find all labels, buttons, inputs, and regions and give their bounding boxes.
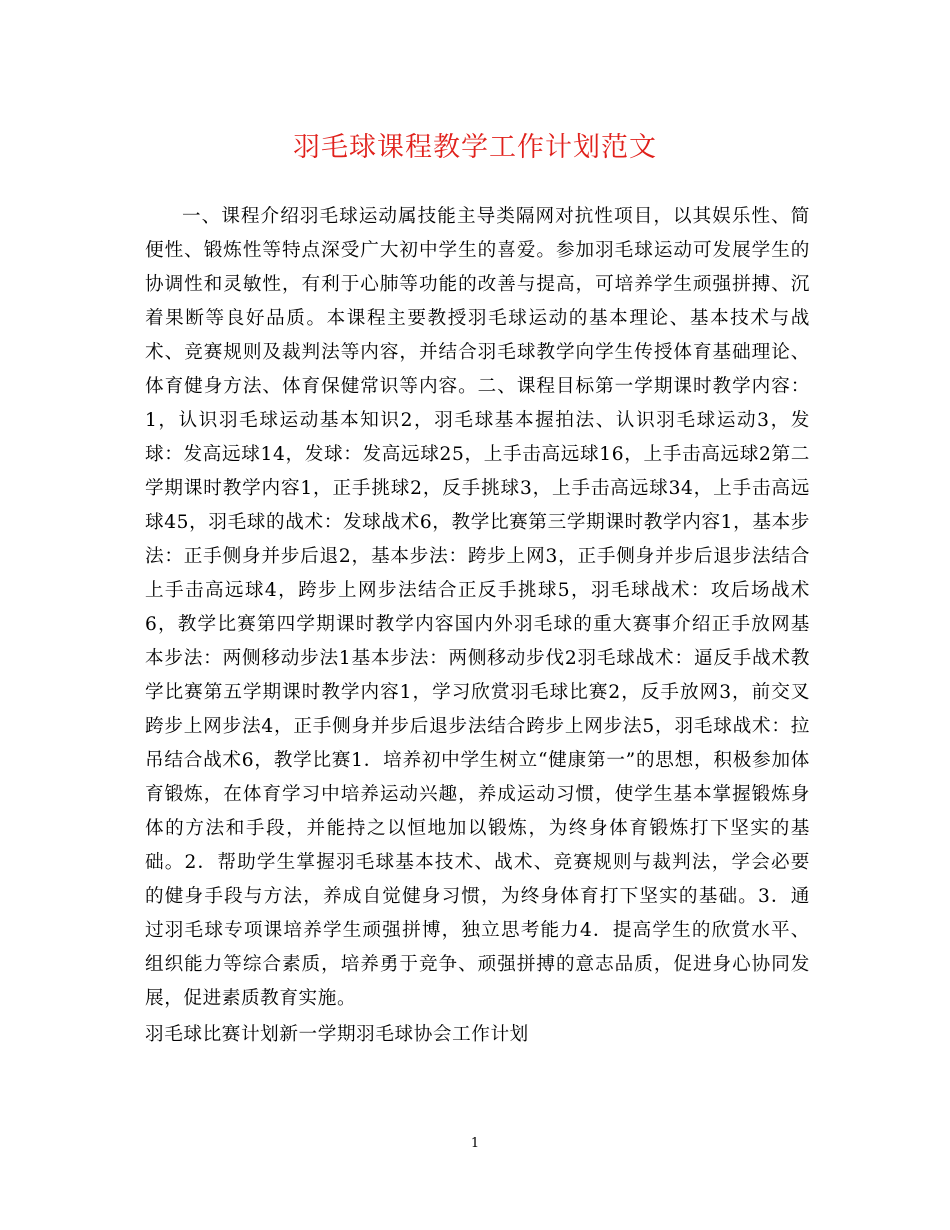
related-articles-line: 羽毛球比赛计划新一学期羽毛球协会工作计划 (145, 1024, 529, 1045)
body-paragraph: 一、课程介绍羽毛球运动属技能主导类隔网对抗性项目，以其娱乐性、简便性、锻炼性等特点深受广大初中学生的喜爱。参加羽毛球运动可发展学生的协调性和灵敏性，有利于心肺等功能的改善与提高，可培养学生顽强拼搏、沉着果断等良好品质。本课程主要教授羽毛球运动的基本理论、基本技术与战术、竞赛规则及裁判法等内容，并结合羽毛球教学向学生传授体育基础理论、体育健身方法、体育保健常识等内容。二、课程目标第一学期课时教学内容：1，认识羽毛球运动基本知识2，羽毛球基本握拍法、认识羽毛球运动3，发球：发高远球14，发球：发高远球25，上手击高远球16，上手击高远球2第二学期课时教学内容1，正手挑球2，反手挑球3，上手击高远球34，上手击高远球45，羽毛球的战术：发球战术6，教学比赛第三学期课时教学内容1，基本步法：正手侧身并步后退2，基本步法：跨步上网3，正手侧身并步后退步法结合上手击高远球4，跨步上网步法结合正反手挑球5，羽毛球战术：攻后场战术6，教学比赛第四学期课时教学内容国内外羽毛球的重大赛事介绍正手放网基本步法：两侧移动步法1基本步法：两侧移动步伐2羽毛球战术：逼反手战术教学比赛第五学期课时教学内容1，学习欣赏羽毛球比赛2，反手放网3，前交叉跨步上网步法4，正手侧身并步后退步法结合跨步上网步法5，羽毛球战术：拉吊结合战术6，教学比赛1．培养初中学生树立“健康第一”的思想，积极参加体育锻炼，在体育学习中培养运动兴趣，养成运动习惯，使学生基本掌握锻炼身体的方法和手段，并能持之以恒地加以锻炼，为终身体育锻炼打下坚实的基础。2．帮助学生掌握羽毛球基本技术、战术、竞赛规则与裁判法，学会必要的健身手段与方法，养成自觉健身习惯，为终身体育打下坚实的基础。3．通过羽毛球专项课培养学生顽强拼博，独立思考能力4．提高学生的欣赏水平、组织能力等综合素质，培养勇于竞争、顽强拼搏的意志品质，促进身心协同发展，促进素质教育实施。 (145, 206, 810, 1009)
page-number: 1 (470, 1136, 480, 1151)
document-title: 羽毛球课程教学工作计划范文 (293, 132, 657, 163)
